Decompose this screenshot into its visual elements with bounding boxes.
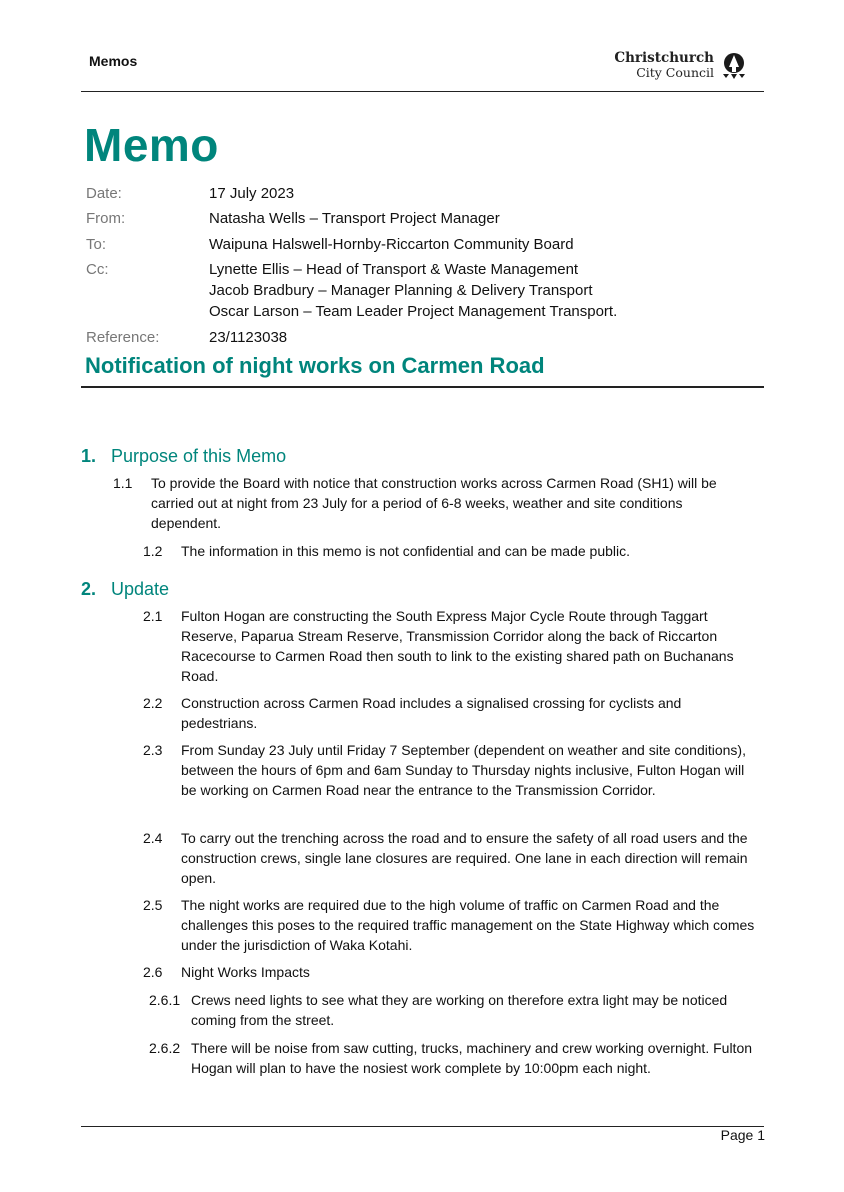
section-number: 1. (81, 446, 97, 466)
christchurch-logo-mark-icon (720, 52, 748, 80)
item-text: From Sunday 23 July until Friday 7 September (dependent on weather and site conditions), between the hours of 6pm and 6am Sunday to Thursday nights inclusive, Fulton Hogan will be working on Carmen Road near the entrance to the Transmission Corridor. (181, 742, 746, 798)
list-item-2-4 (143, 828, 763, 888)
meta-date-label: Date: (86, 185, 122, 202)
item-text: There will be noise from saw cutting, trucks, machinery and crew working overnight. Fulton Hogan will plan to have the nosiest work complete by 10:00pm each night. (191, 1040, 753, 1076)
item-number: 1.2 (143, 543, 163, 559)
item-number: 2.3 (143, 742, 163, 758)
meta-from-label: From: (86, 210, 126, 227)
section-heading-purpose (81, 446, 286, 467)
list-item-2-2 (143, 693, 763, 733)
list-item-1-1 (113, 473, 753, 533)
section-title: Update (111, 579, 170, 599)
logo-line2: City Council (636, 65, 714, 80)
section-heading-update (81, 579, 169, 600)
list-item-1-2 (143, 541, 763, 561)
item-number: 2.6 (143, 964, 163, 980)
list-item-2-6-2 (149, 1038, 763, 1078)
item-text: The night works are required due to the high volume of traffic on Carmen Road and the challenges this poses to the required traffic management on the State Highway which comes under the jurisdiction of Waka Kotahi. (181, 897, 755, 953)
meta-cc-label: Cc: (86, 261, 109, 278)
item-number: 1.1 (113, 475, 133, 491)
meta-cc-value-2: Jacob Bradbury – Manager Planning & Delivery Transport (209, 282, 593, 299)
item-number: 2.5 (143, 897, 163, 913)
memo-subject: Notification of night works on Carmen Road (85, 353, 545, 378)
list-item-2-5 (143, 895, 763, 955)
header-divider (81, 91, 764, 92)
meta-ref-value: 23/1123038 (209, 329, 288, 346)
item-text: To carry out the trenching across the road and to ensure the safety of all road users and the construction crews, single lane closures are required. One lane in each direction will remain open. (181, 830, 748, 886)
item-text: Construction across Carmen Road includes a signalised crossing for cyclists and pedestrians. (181, 695, 682, 731)
list-item-2-1 (143, 606, 763, 686)
meta-cc-value-3: Oscar Larson – Team Leader Project Management Transport. (209, 303, 618, 320)
item-number: 2.6.2 (149, 1040, 181, 1056)
item-text: Crews need lights to see what they are working on therefore extra light may be noticed coming from the street. (191, 992, 728, 1028)
meta-ref-label: Reference: (86, 329, 160, 346)
list-item-2-3 (143, 740, 763, 820)
item-number: 2.2 (143, 695, 163, 711)
item-text: Night Works Impacts (181, 964, 310, 980)
meta-to-label: To: (86, 236, 107, 253)
meta-date-value: 17 July 2023 (209, 185, 295, 202)
item-text: Fulton Hogan are constructing the South Express Major Cycle Route through Taggart Reserve, Paparua Stream Reserve, Transmission Corridor along the back of Riccarton Racecourse to Carmen Road then south to link to the existing shared path on Buchanans Road. (181, 608, 734, 684)
header-section-label: Memos (89, 53, 138, 69)
list-item-2-6 (143, 962, 763, 982)
section-title: Purpose of this Memo (111, 446, 287, 466)
item-number: 2.1 (143, 608, 163, 624)
meta-from-value: Natasha Wells – Transport Project Manager (209, 210, 500, 227)
memo-heading: Memo (84, 119, 219, 171)
logo-line1: Christchurch (614, 50, 714, 66)
council-logo (614, 50, 752, 84)
list-item-2-6-1 (149, 990, 763, 1030)
subject-divider (81, 386, 764, 388)
item-number: 2.4 (143, 830, 163, 846)
item-number: 2.6.1 (149, 992, 181, 1008)
item-text: To provide the Board with notice that construction works across Carmen Road (SH1) will be carried out at night from 23 July for a period of 6-8 weeks, weather and site conditions dependent. (151, 475, 717, 531)
page-number: Page 1 (720, 1127, 765, 1143)
meta-cc-value-1: Lynette Ellis – Head of Transport & Waste Management (209, 261, 579, 278)
item-text: The information in this memo is not confidential and can be made public. (181, 543, 631, 559)
footer-divider (81, 1126, 764, 1127)
section-number: 2. (81, 579, 97, 599)
meta-to-value: Waipuna Halswell-Hornby-Riccarton Community Board (209, 236, 574, 253)
